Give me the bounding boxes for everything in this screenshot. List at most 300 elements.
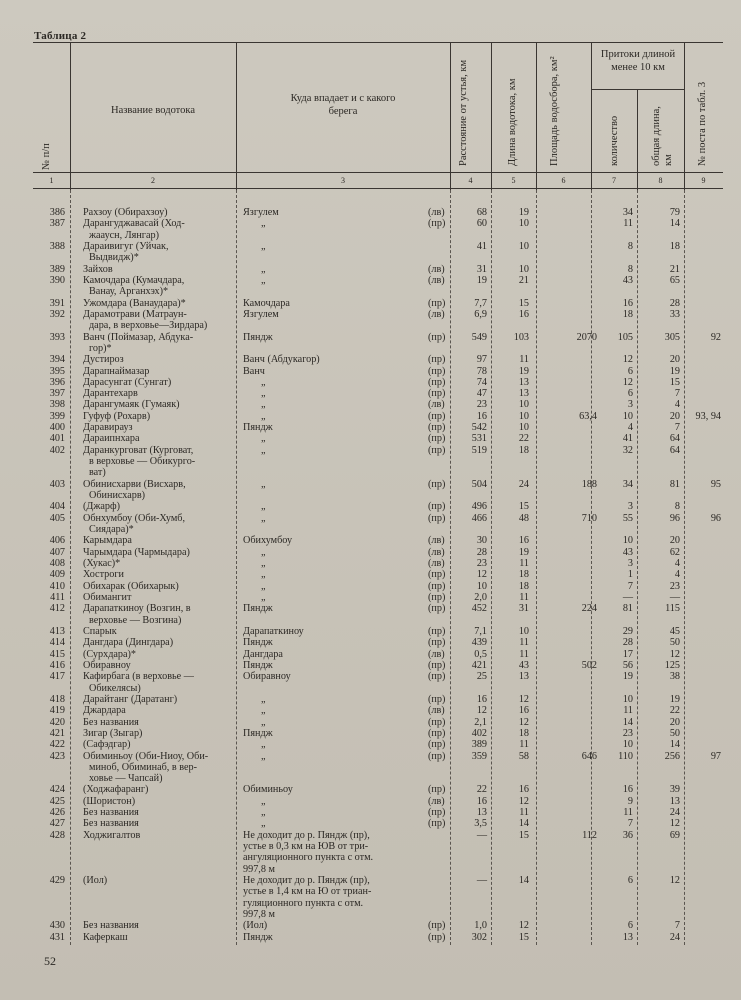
row-distance: 23	[476, 399, 487, 411]
row-tributary-count: 16	[622, 297, 633, 309]
row-mouth: „	[261, 750, 266, 762]
row-number: 417	[49, 671, 65, 683]
row-distance: 466	[471, 512, 487, 524]
row-river-name: Без названия	[83, 716, 139, 728]
table-row	[33, 355, 723, 366]
row-number: 427	[49, 818, 65, 830]
row-mouth: Не доходит до р. Пяндж (пр),	[243, 875, 370, 887]
row-river-name: Даранкурговат (Курговат,	[83, 444, 194, 456]
row-area: 502	[581, 659, 597, 671]
row-tributary-total: 23	[669, 580, 680, 592]
row-number: 420	[49, 716, 65, 728]
row-mouth: „	[261, 399, 266, 411]
row-distance: 16	[476, 693, 487, 705]
row-mouth: „	[261, 512, 266, 524]
row-bank: (пр)	[428, 625, 446, 637]
row-tributary-count: 56	[622, 659, 633, 671]
table-caption: Таблица 2	[34, 30, 87, 42]
row-length: 58	[518, 750, 529, 762]
row-bank: (пр)	[428, 784, 446, 796]
row-river-name: Дарасунгат (Сунгат)	[83, 376, 172, 388]
row-mouth: Пяндж	[243, 331, 273, 343]
row-river-name: Гуфуф (Рохарв)	[83, 410, 151, 422]
row-river-name: Рахзоу (Обирахзоу)	[83, 207, 168, 218]
row-mouth: Обиравноу	[243, 671, 291, 683]
row-length: 15	[518, 297, 529, 309]
row-post: 96	[710, 512, 721, 524]
row-tributary-total: 305	[664, 331, 680, 343]
row-river-name: Обимангит	[83, 591, 132, 603]
table-row	[33, 502, 723, 513]
row-distance: 359	[471, 750, 487, 762]
row-river-name: жааусн, Лянгар)	[89, 229, 159, 241]
row-river-name: Дарапаткиноу (Возгин, в	[83, 603, 191, 615]
row-bank: (пр)	[428, 693, 446, 705]
row-length: 18	[518, 569, 529, 581]
row-river-name: в верховье — Обикурго-	[89, 456, 196, 468]
row-length: 11	[519, 558, 529, 569]
row-bank: (пр)	[428, 376, 446, 388]
row-distance: 12	[476, 569, 487, 581]
col-divider	[536, 42, 537, 190]
row-mouth: Язгулем	[243, 207, 279, 218]
row-bank: (пр)	[428, 331, 446, 343]
row-bank: (пр)	[428, 297, 446, 309]
row-mouth: 997,8 м	[243, 909, 275, 921]
row-bank: (лв)	[428, 207, 445, 218]
row-length: 21	[518, 274, 529, 286]
row-length: 18	[518, 727, 529, 739]
row-bank: (пр)	[428, 354, 446, 366]
row-distance: 439	[471, 637, 487, 649]
row-length: 24	[518, 478, 529, 490]
row-tributary-count: 105	[617, 331, 633, 343]
col-divider	[450, 42, 451, 190]
row-length: 10	[518, 218, 529, 230]
row-distance: 0,5	[474, 648, 487, 660]
row-tributary-count: 29	[622, 625, 633, 637]
row-river-name: ховье — Чапсай)	[89, 773, 163, 785]
row-bank: (пр)	[428, 727, 446, 739]
row-number: 404	[49, 501, 65, 513]
colnum: 4	[468, 176, 473, 185]
row-length: 15	[518, 829, 529, 841]
row-tributary-total: 4	[674, 558, 680, 569]
row-mouth: Язгулем	[243, 308, 279, 320]
row-tributary-total: 14	[669, 218, 680, 230]
row-tributary-total: 21	[669, 263, 680, 275]
row-distance: 28	[476, 546, 487, 558]
row-mouth: „	[261, 818, 266, 830]
row-length: 22	[518, 433, 529, 445]
row-distance: 1,0	[474, 920, 487, 932]
header-to: Куда впадает и с какого берега	[290, 93, 396, 117]
row-distance: 7,7	[474, 297, 487, 309]
row-length: 11	[519, 648, 529, 660]
row-river-name: (Джарф)	[83, 501, 120, 513]
row-tributary-total: 125	[664, 659, 680, 671]
row-mouth: Дангдара	[243, 648, 283, 660]
row-distance: 519	[471, 444, 487, 456]
row-number: 390	[49, 274, 65, 286]
colnum: 9	[701, 176, 706, 185]
row-distance: 402	[471, 727, 487, 739]
row-distance: 74	[476, 376, 487, 388]
row-mouth: „	[261, 705, 266, 717]
header-area: Площадь водосбора, км²	[549, 56, 560, 166]
row-number: 397	[49, 388, 65, 400]
row-tributary-total: —	[669, 591, 680, 603]
row-mouth: устье в 1,4 км на Ю от триан-	[243, 886, 372, 898]
row-bank: (пр)	[428, 671, 446, 683]
row-tributary-total: 50	[669, 727, 680, 739]
row-bank: (лв)	[428, 795, 445, 807]
row-river-name: (Шористон)	[83, 795, 136, 807]
row-distance: 25	[476, 671, 487, 683]
row-length: 11	[519, 354, 529, 366]
row-mouth: ангуляционного пункта с отм.	[243, 852, 374, 864]
row-number: 388	[49, 240, 65, 252]
row-number: 411	[50, 591, 65, 603]
row-distance: 13	[476, 807, 487, 819]
row-mouth: устье в 0,3 км на ЮВ от три-	[243, 841, 369, 853]
header-dist: Расстояние от устья, км	[458, 59, 469, 166]
row-tributary-count: 18	[622, 308, 633, 320]
row-number: 425	[49, 795, 65, 807]
row-river-name: Чарымдара (Чармыдара)	[83, 546, 190, 558]
row-number: 389	[49, 263, 65, 275]
row-tributary-count: 12	[622, 376, 633, 388]
row-length: 16	[518, 705, 529, 717]
row-bank: (пр)	[428, 920, 446, 932]
row-river-name: верховье — Возгина)	[89, 614, 182, 626]
row-river-name: Обинисхарв)	[89, 490, 146, 502]
row-length: 10	[518, 399, 529, 411]
row-mouth: „	[261, 807, 266, 819]
row-area: 112	[582, 829, 597, 841]
table-row	[33, 446, 723, 480]
row-area: 63,4	[579, 410, 597, 422]
row-distance: 16	[476, 410, 487, 422]
row-mouth: „	[261, 218, 266, 230]
row-river-name: Дараивигуг (Уйчак,	[83, 240, 169, 252]
row-length: 10	[518, 410, 529, 422]
row-tributary-count: 8	[627, 240, 633, 252]
row-number: 402	[49, 444, 65, 456]
row-tributary-total: 7	[674, 422, 680, 434]
row-tributary-count: 10	[622, 739, 633, 751]
row-length: 16	[518, 784, 529, 796]
row-length: 15	[518, 501, 529, 513]
row-tributary-count: 110	[618, 750, 633, 762]
row-river-name: Ходжигалтов	[83, 829, 141, 841]
col-divider	[70, 42, 71, 190]
row-distance: 421	[471, 659, 487, 671]
row-distance: —	[476, 829, 487, 841]
row-mouth: Пяндж	[243, 931, 273, 943]
row-river-name: дара, в верховье—Зирдара)	[89, 320, 208, 332]
row-length: 12	[518, 795, 529, 807]
table-row	[33, 752, 723, 786]
col-divider	[236, 42, 237, 190]
row-number: 399	[49, 410, 65, 422]
row-bank: (пр)	[428, 580, 446, 592]
row-bank: (пр)	[428, 603, 446, 615]
row-tributary-count: 10	[622, 410, 633, 422]
row-distance: 12	[476, 705, 487, 717]
row-mouth: „	[261, 263, 266, 275]
row-tributary-count: 1	[627, 569, 633, 581]
row-tributary-count: 4	[627, 422, 633, 434]
row-bank: (пр)	[428, 478, 446, 490]
row-length: 12	[518, 693, 529, 705]
row-tributary-count: 6	[627, 920, 633, 932]
row-mouth: Не доходит до р. Пяндж (пр),	[243, 829, 370, 841]
table-row	[33, 695, 723, 706]
row-mouth: Камочдара	[243, 297, 290, 309]
row-tributary-count: 19	[622, 671, 633, 683]
row-tributary-total: 13	[669, 795, 680, 807]
row-tributary-total: 15	[669, 376, 680, 388]
row-bank: (пр)	[428, 739, 446, 751]
row-tributary-count: 32	[622, 444, 633, 456]
table-row	[33, 570, 723, 581]
row-river-name: Дарантехарв	[83, 388, 138, 400]
row-river-name: Ванау, Арганхэх)*	[89, 286, 169, 298]
table-row	[33, 876, 723, 921]
table-row	[33, 559, 723, 570]
header-len: Длина водотока, км	[507, 78, 518, 166]
row-bank: (лв)	[428, 558, 445, 569]
row-mouth: „	[261, 478, 266, 490]
col-divider	[491, 42, 492, 190]
row-river-name: Дарамотрави (Матраун-	[83, 308, 187, 320]
row-river-name: Обиминьоу (Оби-Ниоу, Оби-	[83, 750, 209, 762]
row-river-name: (Ходжафаранг)	[83, 784, 149, 796]
row-tributary-count: 36	[622, 829, 633, 841]
row-length: 16	[518, 308, 529, 320]
row-length: 16	[518, 535, 529, 547]
row-number: 387	[49, 218, 65, 230]
row-tributary-total: 69	[669, 829, 680, 841]
row-river-name: гор)*	[89, 342, 112, 354]
row-distance: 60	[476, 218, 487, 230]
row-river-name: Зайхов	[83, 263, 113, 275]
row-river-name: Каферкаш	[83, 931, 128, 943]
row-river-name: Дарайтанг (Даратанг)	[83, 693, 178, 705]
row-length: 11	[519, 739, 529, 751]
row-mouth: „	[261, 580, 266, 592]
row-tributary-total: 4	[674, 569, 680, 581]
row-tributary-total: 45	[669, 625, 680, 637]
col-divider	[591, 42, 592, 190]
row-tributary-total: 12	[669, 875, 680, 887]
row-bank: (лв)	[428, 308, 445, 320]
row-tributary-count: 6	[627, 875, 633, 887]
row-length: 12	[518, 920, 529, 932]
row-number: 393	[49, 331, 65, 343]
table-row	[33, 333, 723, 356]
row-tributary-count: 55	[622, 512, 633, 524]
row-mouth: „	[261, 501, 266, 513]
row-tributary-count: 12	[622, 354, 633, 366]
row-mouth: „	[261, 569, 266, 581]
header-name: Название водотока	[111, 105, 195, 116]
table-row	[33, 672, 723, 695]
col-divider	[684, 42, 685, 190]
row-tributary-count: 16	[622, 784, 633, 796]
row-number: 392	[49, 308, 65, 320]
header-trib-count: количество	[609, 115, 620, 166]
row-mouth: „	[261, 716, 266, 728]
row-tributary-count: 28	[622, 637, 633, 649]
table-row	[33, 933, 723, 944]
row-tributary-count: 43	[622, 274, 633, 286]
row-distance: 389	[471, 739, 487, 751]
row-distance: 6,9	[474, 308, 487, 320]
row-tributary-count: 10	[622, 693, 633, 705]
row-river-name: ват)	[89, 467, 106, 479]
row-mouth: „	[261, 410, 266, 422]
row-mouth: „	[261, 433, 266, 445]
row-length: 13	[518, 388, 529, 400]
table-row	[33, 276, 723, 299]
table-row	[33, 582, 723, 593]
row-bank: (пр)	[428, 422, 446, 434]
colnum: 3	[341, 176, 345, 185]
row-mouth: Ванч	[243, 365, 265, 377]
table-row	[33, 412, 723, 423]
row-tributary-count: 43	[622, 546, 633, 558]
row-river-name: Обиравноу	[83, 659, 131, 671]
row-length: 18	[518, 444, 529, 456]
row-tributary-total: 39	[669, 784, 680, 796]
row-tributary-count: 23	[622, 727, 633, 739]
row-tributary-total: 19	[669, 693, 680, 705]
row-post: 92	[710, 331, 721, 343]
row-mouth: Обихумбоу	[243, 535, 293, 547]
row-tributary-total: 256	[664, 750, 680, 762]
row-tributary-total: 33	[669, 308, 680, 320]
table-row	[33, 650, 723, 661]
table-row	[33, 310, 723, 333]
row-tributary-total: 20	[669, 535, 680, 547]
row-mouth: Ванч (Абдукагор)	[243, 354, 320, 366]
row-number: 398	[49, 399, 65, 411]
table-row	[33, 242, 723, 265]
row-tributary-count: 8	[627, 263, 633, 275]
row-number: 415	[49, 648, 65, 660]
row-river-name: Ужомдара (Ванаудара)*	[83, 297, 186, 309]
row-area: 188	[581, 478, 597, 490]
row-bank: (пр)	[428, 410, 446, 422]
row-distance: 22	[476, 784, 487, 796]
row-tributary-count: 6	[627, 388, 633, 400]
row-tributary-total: 81	[669, 478, 680, 490]
row-area: 646	[581, 750, 597, 762]
row-river-name: Без названия	[83, 818, 139, 830]
row-mouth: „	[261, 739, 266, 751]
row-tributary-total: 18	[669, 240, 680, 252]
colnum: 2	[151, 176, 155, 185]
row-bank: (лв)	[428, 705, 445, 717]
row-tributary-total: 64	[669, 433, 680, 445]
row-river-name: Выдвидж)*	[89, 252, 139, 264]
row-tributary-total: 7	[674, 920, 680, 932]
row-mouth: „	[261, 558, 266, 569]
row-mouth: „	[261, 795, 266, 807]
row-mouth: Пяндж	[243, 422, 273, 434]
row-tributary-count: 7	[627, 818, 633, 830]
row-distance: 549	[471, 331, 487, 343]
row-tributary-total: 20	[669, 716, 680, 728]
row-bank: (пр)	[428, 637, 446, 649]
row-mouth: 997,8 м	[243, 863, 275, 875]
row-number: 386	[49, 207, 65, 218]
table-row	[33, 480, 723, 503]
row-number: 430	[49, 920, 65, 932]
row-number: 408	[49, 558, 65, 569]
row-river-name: (Иол)	[83, 875, 108, 887]
row-bank: (лв)	[428, 648, 445, 660]
row-distance: 41	[476, 240, 487, 252]
table-header	[33, 42, 723, 190]
row-bank: (пр)	[428, 569, 446, 581]
row-bank: (лв)	[428, 546, 445, 558]
row-tributary-count: 11	[623, 218, 633, 230]
row-mouth: Дарапаткиноу	[243, 625, 304, 637]
row-bank: (лв)	[428, 399, 445, 411]
row-distance: 2,0	[474, 591, 487, 603]
row-bank: (лв)	[428, 535, 445, 547]
row-tributary-total: 20	[669, 354, 680, 366]
row-distance: 31	[476, 263, 487, 275]
row-length: 19	[518, 365, 529, 377]
row-mouth: гуляционного пункта с отм.	[243, 897, 364, 909]
row-length: 19	[518, 207, 529, 218]
row-river-name: Хостроги	[83, 569, 124, 581]
header-trib-total: общая длина, км	[651, 106, 674, 166]
row-length: 10	[518, 422, 529, 434]
row-river-name: (Сафэдгар)	[83, 739, 131, 751]
row-tributary-total: 8	[674, 501, 680, 513]
row-tributary-total: 24	[669, 807, 680, 819]
row-length: 10	[518, 625, 529, 637]
row-number: 414	[49, 637, 65, 649]
row-mouth: Пяндж	[243, 603, 273, 615]
row-tributary-total: 65	[669, 274, 680, 286]
row-bank: (пр)	[428, 444, 446, 456]
row-tributary-count: 41	[622, 433, 633, 445]
row-river-name: Зигар (Зыгар)	[83, 727, 143, 739]
row-river-name: Обинисхарви (Висхарв,	[83, 478, 186, 490]
row-tributary-count: 3	[627, 399, 633, 411]
row-length: 14	[518, 875, 529, 887]
colnum: 8	[658, 176, 663, 185]
row-bank: (лв)	[428, 263, 445, 275]
row-tributary-count: 10	[622, 535, 633, 547]
row-area: 710	[581, 512, 597, 524]
row-distance: 2,1	[474, 716, 487, 728]
row-number: 418	[49, 693, 65, 705]
row-number: 400	[49, 422, 65, 434]
row-number: 422	[49, 739, 65, 751]
row-length: 12	[518, 716, 529, 728]
row-tributary-total: 4	[674, 399, 680, 411]
row-mouth: Пяндж	[243, 727, 273, 739]
row-mouth: „	[261, 388, 266, 400]
row-distance: 19	[476, 274, 487, 286]
